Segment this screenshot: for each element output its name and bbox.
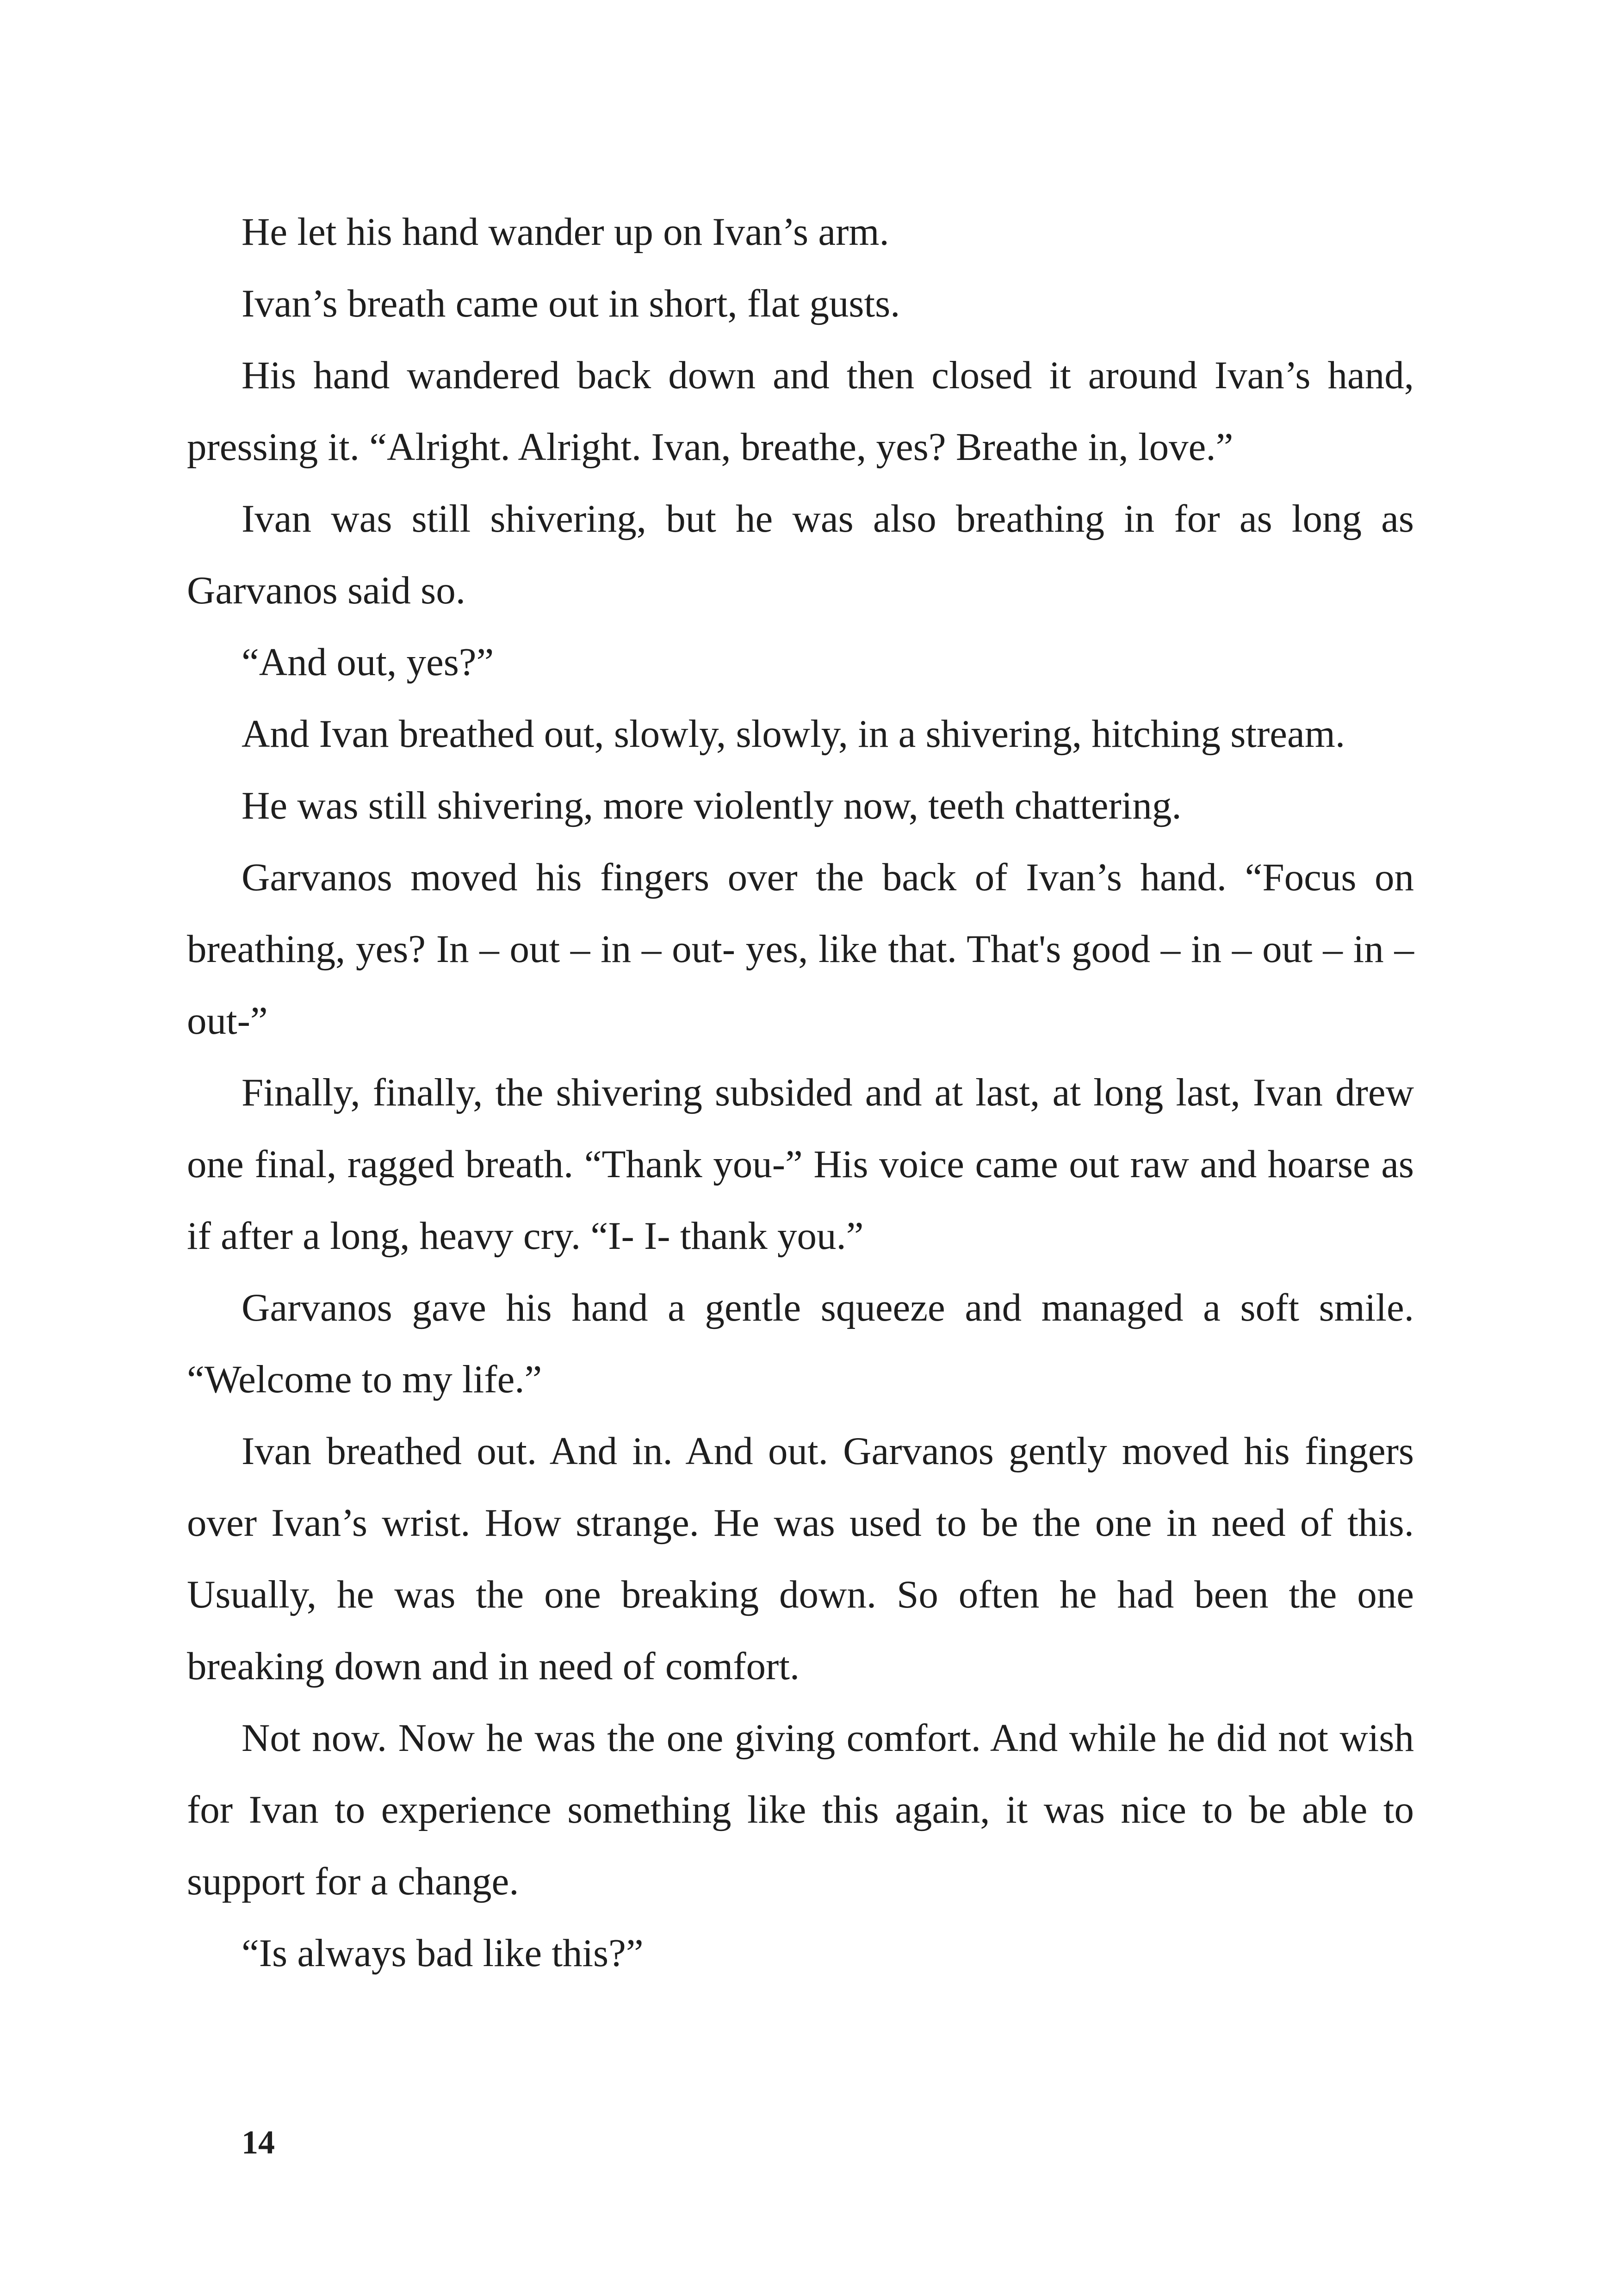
paragraph: Not now. Now he was the one giving comfort. And while he did not wish for Ivan to experience something like this again, it was nice to be able to support for a change. [187,1716,1414,1903]
paragraph: He was still shivering, more violently now, teeth chattering. [242,784,1182,827]
paragraph: “Is always bad like this?” [242,1931,644,1975]
paragraph: And Ivan breathed out, slowly, slowly, in a shivering, hitching stream. [242,712,1345,756]
body-text [187,196,1414,1989]
page-number: 14 [242,2124,275,2161]
paragraph: His hand wandered back down and then closed it around Ivan’s hand, pressing it. “Alright. Alright. Ivan, breathe, yes? Breathe in, love.” [187,354,1414,469]
paragraph: Finally, finally, the shivering subsided and at last, at long last, Ivan drew one final, ragged breath. “Thank you-” His voice came out raw and hoarse as if after a long, heavy cry. “I- I- thank you.” [187,1071,1414,1258]
paragraph: Ivan breathed out. And in. And out. Garvanos gently moved his fingers over Ivan’s wrist. How strange. He was used to be the one in need of this. Usually, he was the one breaking down. So often he had been the one breaking down and in need of comfort. [187,1429,1414,1688]
paragraph: Garvanos moved his fingers over the back of Ivan’s hand. “Focus on breathing, yes? In – out – in – out- yes, like that. That's good – in – out – in – out-” [187,856,1414,1043]
paragraph: Ivan’s breath came out in short, flat gusts. [242,282,900,325]
paragraph: Garvanos gave his hand a gentle squeeze and managed a soft smile. “Welcome to my life.” [187,1286,1414,1401]
paragraph: Ivan was still shivering, but he was also breathing in for as long as Garvanos said so. [187,497,1414,612]
paragraph: He let his hand wander up on Ivan’s arm. [242,210,889,254]
paragraph: “And out, yes?” [242,640,494,684]
